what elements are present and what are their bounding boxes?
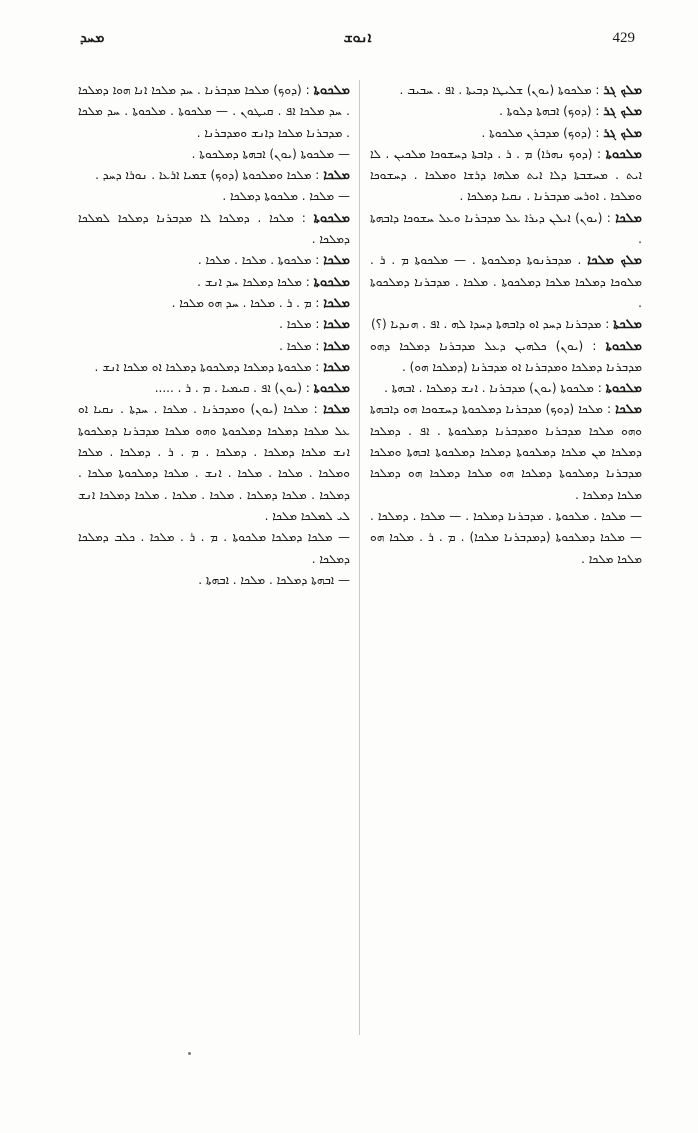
entry-headword: ܡܠܟܐ — [323, 317, 350, 333]
entry-definition: : (ܝܘܢ) ܐܝܠܢ ܕܝܪܐ ܥܠ ܡܕܒܪܢܐ ܘܥܠ ܚܫܘܟܐ ܕܐܒܗܬܐ . — [370, 210, 642, 247]
page-number: 429 — [612, 30, 635, 46]
entry-definition: : ܡܠܟܘܬܐ ܕܡܠܟܐ ܕܡܠܟܘܬܐ ܕܡܠܟܐ ܐܘ ܡܠܟܐ ܐܢܫ . — [94, 359, 320, 374]
dictionary-entry — [370, 399, 642, 505]
entry-headword: ܡܠܟܘܬܐ — [313, 83, 350, 98]
dictionary-entry — [370, 80, 642, 101]
entry-definition: — ܡܠܟܐ ܕܡܠܟܐ ܡܠܟܘܬܐ . ܡ . ܪ . ܡܠܟܐ . ܟܠܒ ܕܡܠܟܐ ܕܡܠܟܐ . — [78, 530, 350, 566]
running-head-center: ܐܢܘܫ — [343, 30, 372, 46]
dictionary-entry — [78, 378, 350, 399]
entry-headword: ܡܠܟܐ — [323, 338, 350, 354]
dictionary-entry — [370, 101, 642, 122]
dictionary-entry — [370, 250, 642, 314]
dictionary-entry — [78, 144, 350, 165]
entry-definition: : (ܕܘܟ) ܡܕܒܪܢ ܡܠܟܘܬܐ . — [481, 125, 600, 140]
entry-definition: : (ܕܘܟ) ܡܠܟܐ ܡܕܒܪܢܐ . ܚܕ ܡܠܟܐ ܐܢܐ ܗܘܐ ܕܡܠܟܐ . ܚܕ ܡܠܟܐ ܐܦ . ܩܝܛܘܢ . — ܡܠܟܘܬܐ . ܡܠܟܘܬܐ . ܚܕ ܡܠܟܐ . ܡܕܒܪܢܐ ܡܠܟܐ ܕܐܢܫ ܘܡܕܒܪܢܐ . — [78, 83, 350, 140]
dictionary-entry — [370, 336, 642, 379]
entry-definition: : ܡ . ܪ . ܡܠܟܐ . ܚܕ ܗܘ ܡܠܟܐ . — [171, 295, 320, 310]
dictionary-entry — [78, 314, 350, 335]
entry-headword: ܡܠܟܐ — [323, 359, 350, 375]
entry-headword: ܡܠܟܬܐ — [613, 317, 642, 333]
dictionary-entry — [78, 336, 350, 357]
dictionary-entry — [78, 165, 350, 186]
dictionary-entry — [78, 527, 350, 570]
entry-headword: ܡܠܟܘܬܐ — [313, 274, 350, 290]
entry-headword: ܡܠܟ ܓܪ — [603, 125, 642, 141]
entry-headword: ܡܠܟ ܓܪ — [603, 104, 642, 120]
dictionary-entry — [78, 357, 350, 378]
dictionary-entry — [78, 399, 350, 527]
footer-mark — [188, 1052, 191, 1055]
entry-headword: ܡܠܟܐ — [323, 402, 350, 418]
entry-headword: ܡܠܟ ܡܠܟܐ — [587, 253, 642, 269]
entry-definition: : (ܕܘܟ) ܐܒܗܬܐ ܕܠܘܬܐ . — [499, 104, 600, 119]
entry-headword: ܡܠܟܘܬܐ — [313, 381, 350, 397]
entry-definition: — ܡܠܟܐ . ܡܠܟܘܬܐ ܕܡܠܟܐ . — [222, 189, 350, 204]
entry-definition: : (ܝܘܢ) ܐܦ . ܩܝܡܝܐ . ܡ . ܪ . ..... — [154, 381, 310, 396]
entry-definition: : ܡܠܟܐ . — [279, 317, 320, 332]
entry-headword: ܡܠܟܘܬܐ — [605, 338, 642, 354]
entry-headword: ܡܠܟܐ — [615, 402, 642, 418]
dictionary-entry — [370, 123, 642, 144]
dictionary-entry — [78, 186, 350, 207]
entry-headword: ܡܠܟܐ — [323, 168, 350, 184]
entry-headword: ܡܠܟܐ — [323, 295, 350, 311]
entry-definition: : ܡܕܒܪܢܐ ܕܚܕ ܐܘ ܕܐܒܗܬܐ ܕܚܕܐ ܠܗ . ܐܦ . ܗܢܕܝܐ (؟) — [370, 317, 610, 332]
dictionary-entry — [370, 208, 642, 251]
dictionary-entry — [78, 250, 350, 271]
entry-definition: — ܡܠܟܐ . ܡܠܟܘܬܐ . ܡܕܒܪܢܐ ܕܡܠܟܐ . — ܡܠܟܐ . ܕܡܠܟܐ . — ܡܠܟܐ ܕܡܠܟܘܬܐ (ܕܡܕܒܪܢܐ ܡܠܟܐ) . ܡ . ܪ . ܡܠܟܐ ܗܘ ܡܠܟܐ ܡܠܟܐ . — [370, 508, 642, 566]
entry-definition: : ܡܠܟܘܬܐ (ܝܘܢ) ܡܕܒܪܢܐ . ܐܢܫ ܕܡܠܟܐ . ܐܒܗܬܐ . — [384, 381, 602, 396]
dictionary-entry — [78, 570, 350, 591]
entry-headword: ܡܠܟܐ — [615, 210, 642, 226]
left-column — [78, 80, 350, 1040]
entry-definition: : ܡܠܟܐ ܘܡܠܟܘܬܐ (ܕܘܟ) ܫܡܝܐ ܐܪܥܐ . ܢܘܪܐ ܕܚܕ . — [95, 168, 320, 183]
entry-definition: — ܡܠܟܘܬܐ (ܝܘܢ) ܐܒܗܬܐ ܕܡܠܟܘܬܐ . — [191, 146, 350, 161]
right-column — [370, 80, 642, 1040]
entry-definition: : ܡܠܟܘܬܐ (ܝܘܢ) ܫܠܝܛܐ ܕܒܝܬܐ . ܐܦ . ܚܒܝܒ . — [399, 83, 600, 97]
dictionary-entry — [370, 144, 642, 208]
entry-definition: : (ܝܘܢ) ܟܠܗܝܢ ܕܥܠ ܡܕܒܪܢܐ ܕܡܠܟܐ ܕܗܘ ܡܕܒܪܢܐ ܕܡܠܟܐ ܘܡܕܒܪܢܐ ܐܘ ܡܕܒܪܢܐ (ܕܡܠܟܐ ܗܘ) . — [370, 338, 642, 374]
entry-definition: : ܡܠܟܐ . — [279, 338, 320, 353]
entry-headword: ܡܠܟܐ — [323, 253, 350, 269]
column-divider — [359, 80, 360, 1035]
dictionary-entry — [370, 506, 642, 570]
entry-definition: : ܡܠܟܐ . ܕܡܠܟܐ ܠܐ ܡܕܒܪܢܐ ܕܡܠܟܐ ܠܡܠܟܐ ܕܡܠܟܐ . — [78, 210, 350, 247]
entry-definition: : (ܕܘܟ ܢܗܪܐ) ܡ . ܪ . ܕܐܒܬܐ ܕܚܫܘܟܐ ܡܠܟܝܢ . ܠܐ ܐܝܬ . ܡܚܫܒܬܐ ܕܠܐ ܐܝܬ ܡܠܗܐ ܕܪܫܐ ܘܡܠܟܐ . ܕܚܫܘܟܐ ܘܡܠܟܐ . ܐܘܪܚ ܡܕܒܪܢܐ . ܢܩܝܐ ܕܡܠܟܐ . — [370, 146, 642, 204]
entry-definition: : ܡܠܟܐ ܕܡܠܟܐ ܚܕ ܐܢܫ . — [197, 274, 310, 289]
entry-definition: . ܡܕܒܪܢܘܬܐ ܕܡܠܟܘܬܐ . — ܡܠܟܘܬܐ ܡ . ܪ . ܡܠܘܟܐ ܕܡܠܟܐ ܡܠܟܐ ܕܡܠܟܘܬܐ . ܡܠܟܐ . ܡܕܒܪܢܐ ܕܡܠܟܘܬܐ . — [370, 253, 642, 310]
entry-definition: — ܐܒܗܬܐ ܕܡܠܟܐ . ܡܠܟܐ . ܐܒܗܬܐ . — [198, 572, 350, 587]
dictionary-entry — [78, 293, 350, 314]
dictionary-entry — [78, 208, 350, 251]
entry-headword: ܡܠܟܘܬܐ — [313, 210, 350, 226]
entry-headword: ܡܠܟܘܬܐ — [605, 381, 642, 397]
entry-headword: ܡܠܟ ܓܪ — [603, 83, 642, 98]
dictionary-entry — [78, 272, 350, 293]
entry-definition: : ܡܠܟܐ (ܝܘܢ) ܘܡܕܒܪܢܐ . ܡܠܟܐ . ܚܕܬܐ . ܢܩܝܐ ܐܘ ܥܠ ܡܠܟܐ ܕܡܠܟܐ ܕܡܠܟܘܬܐ ܘܗܘ ܡܠܟܐ ܡܕܒܪܢܐ ܕܡܠܟܘܬܐ ܐܢܫ ܡܠܟܐ ܕܡܠܟܐ . ܕܡܠܟܐ . ܡ . ܪ . ܕܡܠܟܐ . ܡܠܟܐ ܘܡܠܟܐ . ܡܠܟܐ . ܡܠܟܐ . ܐܢܫ . ܡܠܟܐ ܕܡܠܟܘܬܐ ܡܠܟܐ . ܕܡܠܟܐ . ܡܠܟܐ ܕܡܠܟܐ . ܡܠܟܐ . ܡܠܟܐ . ܡܠܟܐ ܕܡܠܟܐ ܐܢܫ ܠܝ ܠܡܠܟܐ ܡܠܟܐ . — [78, 402, 350, 523]
dictionary-entry — [370, 314, 642, 335]
entry-headword: ܡܠܟܘܬܐ — [605, 146, 642, 162]
dictionary-entry — [78, 80, 350, 144]
running-head-left: ܡܚܕ — [80, 30, 105, 46]
entry-definition: : ܡܠܟܘܬܐ . ܡܠܟܐ . ܡܠܟܐ . — [197, 253, 320, 268]
page-header — [80, 30, 635, 54]
entry-definition: : ܡܠܟܐ (ܕܘܟ) ܡܕܒܪܢܐ ܕܡܠܟܘܬܐ ܕܚܫܘܟܐ ܗܘ ܕܐܒܗܬܐ ܘܗܘ ܡܠܟܐ ܡܕܒܪܢܐ ܘܡܕܒܪܢܐ ܕܡܠܟܘܬܐ . ܐܦ . ܕܡܠܟܐ ܕܡܠܟܐ ܡܢ ܡܠܟܐ ܕܡܠܟܘܬܐ ܕܡܠܟܐ ܕܡܠܟܘܬܐ ܐܒܗܬܐ ܘܡܠܟܐ ܡܕܒܪܢܐ ܕܡܠܟܘܬܐ ܕܡܠܟܐ ܗܘ ܡܠܟܐ ܕܡܠܟܐ ܗܘ ܕܡܠܟܐ ܡܠܟܐ ܕܡܠܟܐ . — [370, 402, 642, 502]
dictionary-entry — [370, 378, 642, 399]
